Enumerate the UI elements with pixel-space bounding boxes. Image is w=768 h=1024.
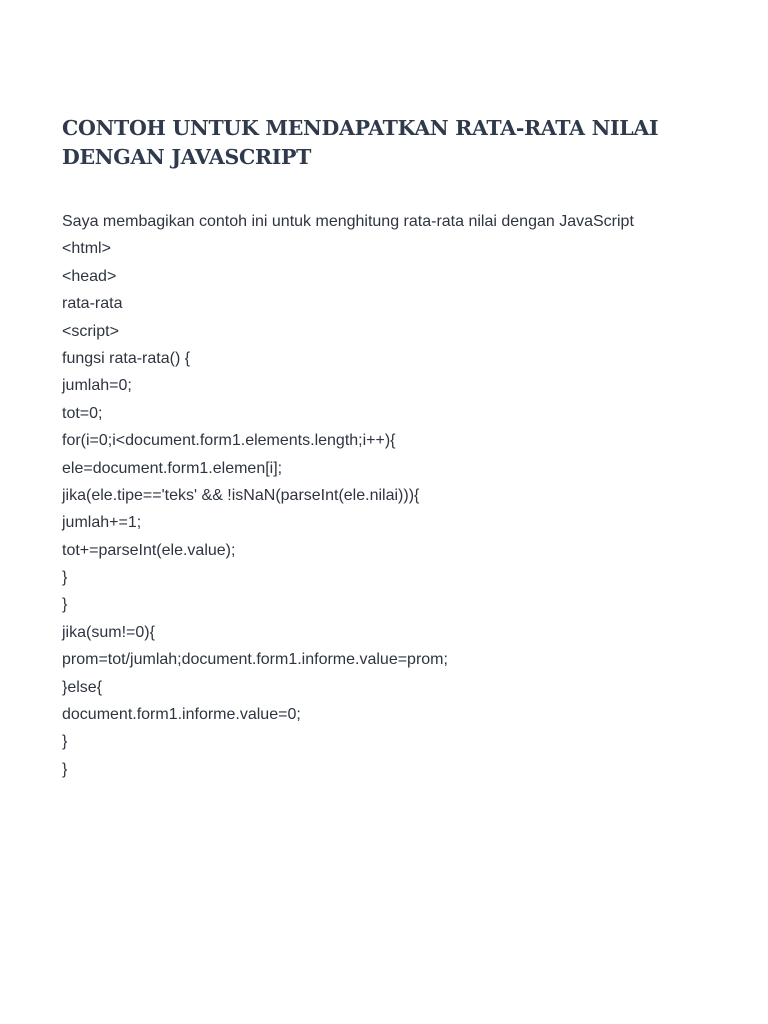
code-line: }else{ — [62, 678, 103, 696]
document-page — [62, 114, 722, 788]
code-line: tot=0; — [62, 404, 103, 422]
code-line: <head> — [62, 267, 117, 285]
code-line: for(i=0;i<document.form1.elements.length;i++){ — [62, 432, 396, 450]
code-line: } — [62, 569, 68, 587]
code-line: jumlah=0; — [62, 377, 132, 395]
code-line: fungsi rata-rata() { — [62, 349, 191, 367]
code-line: } — [62, 596, 68, 614]
intro-paragraph: Saya membagikan contoh ini untuk menghitung rata-rata nilai dengan JavaScript — [62, 213, 634, 230]
document-body — [62, 213, 722, 788]
code-line: jika(sum!=0){ — [62, 623, 155, 641]
code-line: } — [62, 760, 68, 778]
code-line: } — [62, 733, 68, 751]
code-line: <html> — [62, 240, 111, 258]
code-line: jumlah+=1; — [62, 514, 142, 532]
code-line: prom=tot/jumlah;document.form1.informe.value=prom; — [62, 651, 448, 669]
code-line: ele=document.form1.elemen[i]; — [62, 459, 283, 477]
code-line: tot+=parseInt(ele.value); — [62, 541, 236, 559]
code-line: rata-rata — [62, 295, 123, 313]
page-title: CONTOH UNTUK MENDAPATKAN RATA-RATA NILAI DENGAN JAVASCRIPT — [62, 116, 659, 169]
code-line: jika(ele.tipe=='teks' && !isNaN(parseInt(ele.nilai))){ — [62, 486, 420, 504]
code-line: <script> — [62, 322, 119, 340]
code-line: document.form1.informe.value=0; — [62, 706, 301, 724]
